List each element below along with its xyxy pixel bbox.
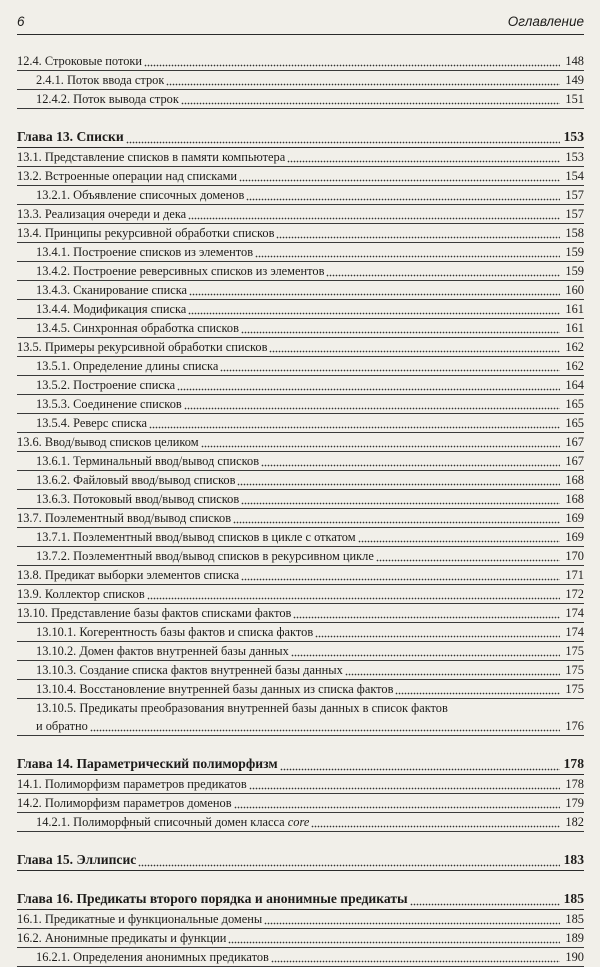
toc-label: 16.2.1. Определения анонимных предикатов xyxy=(36,950,269,964)
leader-dots xyxy=(166,82,560,86)
leader-dots xyxy=(261,463,560,467)
toc-label: 13.5.2. Построение списка xyxy=(36,378,176,392)
toc-entry-13-5-1[interactable] xyxy=(17,357,584,376)
leader-dots xyxy=(177,387,560,391)
toc-entry-13-6[interactable] xyxy=(17,433,584,452)
toc-label: 13.10.1. Когерентность базы фактов и списка фактов xyxy=(36,625,314,639)
leader-dots xyxy=(241,330,560,334)
toc-entry-13-1[interactable] xyxy=(17,148,584,167)
leader-dots xyxy=(345,672,560,676)
table-of-contents xyxy=(17,52,584,967)
toc-label: 13.4. Принципы рекурсивной обработки списков xyxy=(17,226,275,240)
toc-page: 175 xyxy=(565,663,584,677)
toc-page: 164 xyxy=(565,378,584,392)
leader-dots xyxy=(280,767,560,771)
toc-entry-16-2[interactable] xyxy=(17,929,584,948)
leader-dots xyxy=(293,615,560,619)
toc-page: 185 xyxy=(563,891,584,906)
toc-page: 161 xyxy=(565,321,584,335)
toc-entry-12-4-2[interactable] xyxy=(17,90,584,109)
toc-entry-12-4-1[interactable] xyxy=(17,71,584,90)
toc-page: 178 xyxy=(565,777,584,791)
toc-label: 13.1. Представление списков в памяти компьютера xyxy=(17,150,286,164)
leader-dots xyxy=(276,235,560,239)
toc-page: 171 xyxy=(565,568,584,582)
toc-entry-13-7[interactable] xyxy=(17,509,584,528)
toc-page: 157 xyxy=(565,188,584,202)
leader-dots xyxy=(90,728,560,732)
leader-dots xyxy=(271,959,560,963)
toc-page: 169 xyxy=(565,511,584,525)
toc-page: 153 xyxy=(565,150,584,164)
toc-label: 13.4.3. Сканирование списка xyxy=(36,283,188,297)
toc-page: 161 xyxy=(565,302,584,316)
toc-label: 13.10. Представление базы фактов списками фактов xyxy=(17,606,292,620)
toc-label: 14.1. Полиморфизм параметров предикатов xyxy=(17,777,247,791)
toc-entry-13-4-5[interactable] xyxy=(17,319,584,338)
toc-entry-13-10[interactable] xyxy=(17,604,584,623)
leader-dots xyxy=(264,921,560,925)
leader-dots xyxy=(315,634,560,638)
toc-label: 13.4.5. Синхронная обработка списков xyxy=(36,321,239,335)
leader-dots xyxy=(188,216,560,220)
toc-label: 13.7.2. Поэлементный ввод/вывод списков в рекурсивном цикле xyxy=(36,549,374,563)
toc-entry-13-7-1[interactable] xyxy=(17,528,584,547)
toc-label-line2: и обратно xyxy=(36,719,88,733)
toc-label: 13.2.1. Объявление списочных доменов xyxy=(36,188,245,202)
page-number: 6 xyxy=(17,14,25,29)
toc-page: 157 xyxy=(565,207,584,221)
toc-entry-14-2-1[interactable] xyxy=(17,813,584,832)
toc-entry-13-5-4[interactable] xyxy=(17,414,584,433)
toc-entry-13-6-2[interactable] xyxy=(17,471,584,490)
toc-page: 189 xyxy=(565,931,584,945)
leader-dots xyxy=(326,273,560,277)
leader-dots xyxy=(188,311,560,315)
toc-page: 149 xyxy=(565,73,584,87)
toc-page: 169 xyxy=(565,530,584,544)
toc-label: 13.7.1. Поэлементный ввод/вывод списков в цикле с откатом xyxy=(36,530,356,544)
toc-entry-13-7-2[interactable] xyxy=(17,547,584,566)
leader-dots xyxy=(126,140,560,144)
toc-entry-13-4[interactable] xyxy=(17,224,584,243)
toc-label: 13.6.3. Потоковый ввод/вывод списков xyxy=(36,492,240,506)
toc-label: 13.9. Коллектор списков xyxy=(17,587,145,601)
toc-page: 160 xyxy=(565,283,584,297)
toc-label-line1: 13.10.5. Предикаты преобразования внутренней базы данных в список фактов xyxy=(36,701,448,715)
toc-label: Глава 16. Предикаты второго порядка и анонимные предикаты xyxy=(17,891,408,906)
toc-entry-14-2[interactable] xyxy=(17,794,584,813)
leader-dots xyxy=(234,805,560,809)
toc-entry-13-8[interactable] xyxy=(17,566,584,585)
leader-dots xyxy=(291,653,560,657)
toc-entry-13-5[interactable] xyxy=(17,338,584,357)
toc-label: 14.2.1. Полиморфный списочный домен класса xyxy=(36,815,285,829)
leader-dots xyxy=(239,178,560,182)
toc-label: 13.7. Поэлементный ввод/вывод списков xyxy=(17,511,232,525)
leader-dots xyxy=(189,292,560,296)
toc-entry-13-3[interactable] xyxy=(17,205,584,224)
leader-dots xyxy=(410,902,560,906)
toc-page: 162 xyxy=(565,340,584,354)
toc-label: 13.2. Встроенные операции над списками xyxy=(17,169,238,183)
toc-label: 12.4.2. Поток вывода строк xyxy=(36,92,179,106)
leader-dots xyxy=(376,558,560,562)
toc-page: 168 xyxy=(565,492,584,506)
toc-page: 151 xyxy=(565,92,584,106)
toc-entry-13-4-1[interactable] xyxy=(17,243,584,262)
leader-dots xyxy=(246,197,560,201)
toc-page: 168 xyxy=(565,473,584,487)
toc-entry-16-1[interactable] xyxy=(17,910,584,929)
toc-chapter-14[interactable] xyxy=(17,754,584,775)
toc-page: 185 xyxy=(565,912,584,926)
leader-dots xyxy=(147,596,560,600)
toc-page: 165 xyxy=(565,397,584,411)
toc-label: 13.6. Ввод/вывод списков целиком xyxy=(17,435,199,449)
toc-label: 13.4.2. Построение реверсивных списков из элементов xyxy=(36,264,325,278)
toc-label: 13.4.4. Модификация списка xyxy=(36,302,187,316)
leader-dots xyxy=(287,159,560,163)
toc-entry-13-5-2[interactable] xyxy=(17,376,584,395)
toc-label: 13.5. Примеры рекурсивной обработки списков xyxy=(17,340,268,354)
toc-page: 167 xyxy=(565,435,584,449)
leader-dots xyxy=(220,368,560,372)
toc-entry-13-2-1[interactable] xyxy=(17,186,584,205)
toc-chapter-13[interactable] xyxy=(17,127,584,148)
toc-entry-13-6-1[interactable] xyxy=(17,452,584,471)
toc-label: 14.2. Полиморфизм параметров доменов xyxy=(17,796,232,810)
toc-label: 12.4. Строковые потоки xyxy=(17,54,143,68)
toc-page: 183 xyxy=(563,852,584,867)
leader-dots xyxy=(269,349,560,353)
running-header xyxy=(17,12,584,35)
toc-page: 153 xyxy=(563,129,584,144)
leader-dots xyxy=(201,444,560,448)
toc-label: 13.6.1. Терминальный ввод/вывод списков xyxy=(36,454,260,468)
toc-page: 159 xyxy=(565,264,584,278)
toc-page: 148 xyxy=(565,54,584,68)
toc-chapter-15[interactable] xyxy=(17,850,584,871)
toc-entry-13-10-3[interactable] xyxy=(17,661,584,680)
toc-page: 174 xyxy=(565,625,584,639)
toc-label: 13.8. Предикат выборки элементов списка xyxy=(17,568,240,582)
toc-label: 16.2. Анонимные предикаты и функции xyxy=(17,931,227,945)
toc-page: 158 xyxy=(565,226,584,240)
toc-entry-16-2-1[interactable] xyxy=(17,948,584,967)
toc-page: 170 xyxy=(565,549,584,563)
toc-label: 13.10.3. Создание списка фактов внутренней базы данных xyxy=(36,663,343,677)
toc-page: 165 xyxy=(565,416,584,430)
toc-label: 13.5.3. Соединение списков xyxy=(36,397,182,411)
toc-page: 167 xyxy=(565,454,584,468)
toc-entry-13-4-3[interactable] xyxy=(17,281,584,300)
leader-dots xyxy=(184,406,560,410)
toc-label: 13.4.1. Построение списков из элементов xyxy=(36,245,254,259)
toc-entry-13-2[interactable] xyxy=(17,167,584,186)
toc-page: 175 xyxy=(565,682,584,696)
toc-label: 2.4.1. Поток ввода строк xyxy=(36,73,165,87)
leader-dots xyxy=(233,520,560,524)
toc-label: 13.5.1. Определение длины списка xyxy=(36,359,219,373)
toc-page: 178 xyxy=(563,756,584,771)
toc-entry-13-4-4[interactable] xyxy=(17,300,584,319)
leader-dots xyxy=(358,539,560,543)
leader-dots xyxy=(181,101,560,105)
leader-dots xyxy=(138,863,560,867)
toc-entry-13-5-3[interactable] xyxy=(17,395,584,414)
toc-entry-13-10-1[interactable] xyxy=(17,623,584,642)
toc-label: 13.6.2. Файловый ввод/вывод списков xyxy=(36,473,236,487)
toc-entry-12-4[interactable] xyxy=(17,52,584,71)
leader-dots xyxy=(395,691,560,695)
leader-dots xyxy=(237,482,560,486)
leader-dots xyxy=(311,824,560,828)
leader-dots xyxy=(149,425,560,429)
toc-page: 190 xyxy=(565,950,584,964)
toc-entry-13-6-3[interactable] xyxy=(17,490,584,509)
toc-page: 182 xyxy=(565,815,584,829)
toc-page: 159 xyxy=(565,245,584,259)
toc-label: Глава 15. Эллипсис xyxy=(17,852,137,867)
toc-label: 13.10.2. Домен фактов внутренней базы данных xyxy=(36,644,289,658)
toc-entry-13-4-2[interactable] xyxy=(17,262,584,281)
toc-entry-13-10-2[interactable] xyxy=(17,642,584,661)
toc-label: 13.5.4. Реверс списка xyxy=(36,416,148,430)
toc-entry-13-10-4[interactable] xyxy=(17,680,584,699)
toc-label: Глава 13. Списки xyxy=(17,129,124,144)
toc-page: 172 xyxy=(565,587,584,601)
toc-entry-13-9[interactable] xyxy=(17,585,584,604)
running-title: Оглавление xyxy=(507,14,584,29)
toc-label-italic: core xyxy=(287,815,310,829)
toc-page: 175 xyxy=(565,644,584,658)
toc-label: 13.3. Реализация очереди и дека xyxy=(17,207,187,221)
toc-page: 179 xyxy=(565,796,584,810)
leader-dots xyxy=(241,501,560,505)
toc-label: 13.10.4. Восстановление внутренней базы данных из списка фактов xyxy=(36,682,394,696)
toc-page: 162 xyxy=(565,359,584,373)
toc-page: 154 xyxy=(565,169,584,183)
toc-page: 176 xyxy=(565,719,584,733)
toc-page: 174 xyxy=(565,606,584,620)
toc-label: Глава 14. Параметрический полиморфизм xyxy=(17,756,278,771)
leader-dots xyxy=(255,254,560,258)
toc-entry-13-10-5[interactable] xyxy=(17,699,584,736)
toc-label: 16.1. Предикатные и функциональные домены xyxy=(17,912,263,926)
leader-dots xyxy=(228,940,560,944)
toc-entry-14-1[interactable] xyxy=(17,775,584,794)
leader-dots xyxy=(144,63,560,67)
leader-dots xyxy=(241,577,560,581)
leader-dots xyxy=(249,786,560,790)
